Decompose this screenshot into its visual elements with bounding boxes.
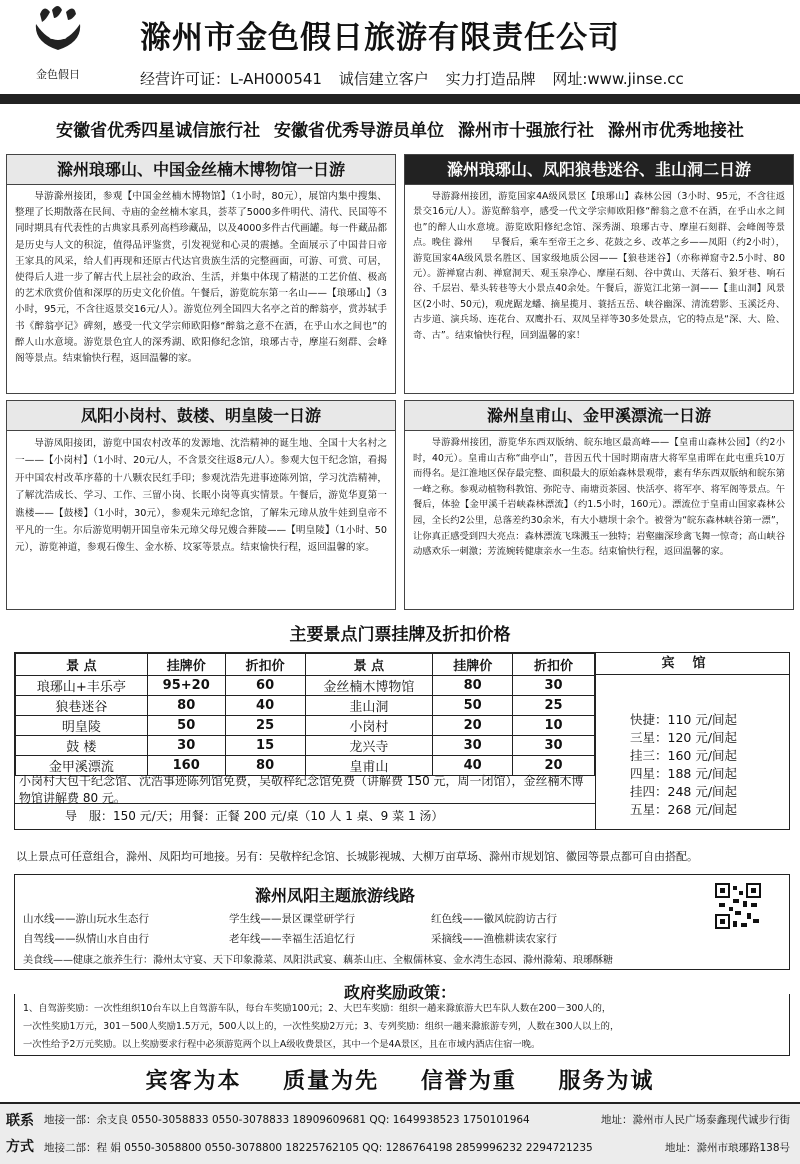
- cell: 25: [513, 696, 595, 716]
- cell: 80: [147, 696, 225, 716]
- tour-description: 导游滁州接团，游览华东西双版纳、皖东地区最高峰——【皇甫山森林公园】（约2小时，40元）。皇甫山古称“曲亭山”，昔因五代十国时期南唐大将军皇甫晖在此屯重兵10万而得名。是江淮地区保存最完整、面积最大的原始森林景观带，素有华东西双版纳和皖东第一峰之称。参观动植物科教馆、弥陀寺、南塘贡茶园、快活亭、将军亭、将军阁等景点。午餐后，体验【金甲溪千岩峡森林漂流】（约1.5小时，160元）。漂流位于皇甫山国家森林公园，全长约2公里，总落差约30余米，有大小塘坝十余个。被誉为“皖东森林峡谷第一漂”，让你真正感受到四大亮点：森林漂流飞珠溅玉一独特；岩壑幽深珍禽飞舞一惊奇；高山峡谷动感欢乐一刺激；芳流婉转健康亲水一生态。结束愉快行程，返回温馨的家。: [413, 437, 785, 558]
- tour-card-huangfu: [404, 400, 794, 610]
- contact-phones: 地接一部：余支良 0550-3058833 0550-3078833 18909609681 QQ: 1649938523 1750101964: [44, 1114, 530, 1126]
- policy-line: 一次性给予2万元奖励。以上奖励要求行程中必须游览两个以上A级收费景区，其中一个是4A景区，且在市域内酒店住宿一晚。: [23, 1039, 541, 1050]
- cell: 鼓 楼: [16, 736, 148, 756]
- hotel-list: [596, 675, 789, 819]
- cell: 10: [513, 716, 595, 736]
- cell: 20: [433, 716, 513, 736]
- table-header-row: [16, 654, 595, 676]
- hotel-item: 挂三：160 元/间起: [630, 748, 738, 763]
- slogan: 质量为先: [283, 1068, 380, 1094]
- hotel-item: 五星：268 元/间起: [630, 802, 738, 817]
- honor-item: 安徽省优秀四星诚信旅行社: [56, 121, 261, 141]
- tour-description: 导游滁州接团，游览国家4A级风景区【琅琊山】森林公园（3小时、95元，不含往返景交16元/人）。游览醉翁亭，感受一代文学宗师欧阳修“醉翁之意不在酒，在乎山水之间也”的醉人山水意境。游览欧阳修纪念馆、深秀湖、琅琊古寺、摩崖石刻群、会峰阁等景点。晚住 滁州 早餐后，乘车至帝王之乡、花鼓之乡、改革之乡——凤阳（约2小时），游览国家4A级风景名胜区、国家级地质公园——【狼巷迷谷】（亦称禅窟寺2.5小时、80元）。游禅窟古刹、禅窟洞天、观玉泉净心、摩崖石刻、谷中黄山、天落石、狼牙巷、响石谷、千层岩、晕头转巷等大小景点40余处。午餐后，游览江北第一洞——【韭山洞】风景区(2小时、50元)，观虎踞龙蟠、摘星揽月、蓑括五岳、峡谷幽深、清流碧影、玉溪泛舟、古步道、演兵场、连花台、双鹰扑石、双凤呈祥等30多处景点，它的特点是“深、大、险、奇、古”。结束愉快行程，回到温馨的家！: [413, 191, 785, 341]
- hotel-item: 四星：188 元/间起: [630, 766, 738, 781]
- tour-title: 滁州琅琊山、凤阳狼巷迷谷、韭山洞二日游: [405, 155, 793, 185]
- tour-description: 导游滁州接团，参观【中国金丝楠木博物馆】（1小时，80元），展馆内集中搜集、整理了长期散落在民间、寺庙的金丝楠木家具，荟萃了5000多件明代、清代、民国等不同时期具有代表性的古典家具系列高档珍藏品，以及4000多件古代画罐。每一件藏品都是历史与人文的积淀，值得品评鉴赏，引发视觉和心灵的震撼。全面展示了中国昔日帝王家具的风采，给人们再现和还原古代达官贵族生活的完整画面，可游、可赏、可居，使得后人进一步了解古代上层社会的政治、生活，并集中体现了精湛的工艺价值、极高的艺术欣赏价值和深厚的历史文化价值。午餐后，游览皖东第一名山——【琅琊山】（3小时，95元，不含往返景交16元/人）。游览位列全国四大名亭之首的醉翁亭，赏苏轼手书《醉翁亭记》碑刻，感受一代文学宗师欧阳修“醉翁之意不在酒，在乎山水之间也”的醉人山水意境。游览景色宜人的深秀湖、欧阳修纪念馆，琅琊古寺，摩崖石刻群、会峰阁等景点。结束愉快行程，返回温馨的家。: [15, 191, 387, 365]
- ticket-section-title: 主要景点门票挂牌及折扣价格: [289, 625, 511, 645]
- honors-line: [0, 116, 800, 141]
- cell: 20: [513, 756, 595, 776]
- table-row: [16, 716, 595, 736]
- cell: 80: [433, 676, 513, 696]
- column-header: 挂牌价: [433, 654, 513, 676]
- hotel-item: 挂四：248 元/间起: [630, 784, 738, 799]
- license-number: 经营许可证：L-AH000541: [140, 70, 322, 88]
- cell: 明皇陵: [16, 716, 148, 736]
- tour-title: 滁州琅琊山、中国金丝楠木博物馆一日游: [7, 155, 395, 185]
- cell: 160: [147, 756, 225, 776]
- cell: 狼巷迷谷: [16, 696, 148, 716]
- contact-address: 地址：滁州市琅琊路138号: [664, 1142, 790, 1154]
- tour-card-langya-fengyang: [404, 154, 794, 394]
- policy-line: 1、自驾游奖励：一次性组织10台车以上自驾游车队，每台车奖励100元；2、大巴车奖励：组织一趟来滁旅游大巴车队人数在200－300人的，: [23, 1003, 612, 1014]
- company-logo: [8, 6, 108, 90]
- slogan: 宾客为本: [145, 1068, 242, 1094]
- golden-holiday-logo-icon: [30, 6, 86, 52]
- cell: 30: [513, 676, 595, 696]
- hotel-item: 三星：120 元/间起: [630, 730, 738, 745]
- table-row: [16, 736, 595, 756]
- food-route: 美食线——健康之旅养生行：滁州太守宴、天下印象滁菜、凤阳洪武宴、藕茶山庄、全椒儒林宴、金水湾生态园、滁州滁菊、琅琊酥糖: [23, 955, 613, 966]
- hotel-header: 宾馆: [596, 653, 789, 675]
- cell: 80: [225, 756, 305, 776]
- honor-item: 滁州市十强旅行社: [457, 121, 594, 141]
- cell: 30: [433, 736, 513, 756]
- slogan: 服务为诚: [558, 1068, 655, 1094]
- table-row: [16, 676, 595, 696]
- route-item: 学生线——景区课堂研学行: [229, 913, 355, 925]
- cell: 金甲溪漂流: [16, 756, 148, 776]
- column-header: 景 点: [16, 654, 148, 676]
- route-item: 自驾线——纵情山水自由行: [23, 933, 149, 945]
- tagline-2: 实力打造品牌: [445, 70, 536, 88]
- cell: 韭山洞: [305, 696, 433, 716]
- contact-line-2: [44, 1134, 796, 1162]
- tagline-1: 诚信建立客户: [338, 70, 429, 88]
- cell: 金丝楠木博物馆: [305, 676, 433, 696]
- cell: 50: [147, 716, 225, 736]
- cell: 30: [513, 736, 595, 756]
- theme-routes-panel: [14, 874, 790, 970]
- license-line: [140, 68, 800, 89]
- routes-title: 滁州凤阳主题旅游线路: [254, 886, 415, 905]
- extra-note: 以上景点可任意组合，滁州、凤阳均可地接。另有：吴敬梓纪念馆、长城影视城、大柳万亩草场、滁州市规划馆、徽园等景点都可自由搭配。: [16, 850, 698, 863]
- cell: 龙兴寺: [305, 736, 433, 756]
- header-divider: [0, 94, 800, 104]
- table-row: [16, 696, 595, 716]
- contact-address: 地址：滁州市人民广场泰鑫现代诚步行街: [601, 1114, 790, 1126]
- policy-panel: [14, 994, 790, 1056]
- slogan-line: [0, 1064, 800, 1095]
- ticket-note: 小岗村大包干纪念馆、沈浩事迹陈列馆免费，吴敬梓纪念馆免费（讲解费 150 元，周一闭馆），金丝楠木博物馆讲解费 80 元。: [19, 774, 584, 805]
- cell: 皇甫山: [305, 756, 433, 776]
- cell: 琅琊山+丰乐亭: [16, 676, 148, 696]
- cell: 小岗村: [305, 716, 433, 736]
- cell: 25: [225, 716, 305, 736]
- column-header: 折扣价: [225, 654, 305, 676]
- tour-description: 导游凤阳接团，游览中国农村改革的发源地、沈浩精神的诞生地、全国十大名村之一——【小岗村】（1小时、20元/人，不含景交往返8元/人）。参观大包干纪念馆，看揭开中国农村改革序幕的十八颗农民红手印；参观沈浩先进事迹陈列馆，学习沈浩精神，了解沈浩成长、学习、工作、三留小岗、长眠小岗等真实情景。午餐后，游览华夏第一谯楼——【鼓楼】（1小时，30元），参观朱元璋纪念馆，了解朱元璋从放牛娃到皇帝不平凡的一生。尔后游览明朝开国皇帝朱元璋父母兄嫂合葬陵——【明皇陵】（1小时、50元），游览神道，参观石像生、金水桥、坟冢等景点。结束愉快行程，返回温馨的家。: [15, 438, 387, 554]
- cell: 60: [225, 676, 305, 696]
- hotel-item: 快捷：110 元/间起: [630, 712, 738, 727]
- route-item: 红色线——徽风皖韵访古行: [431, 913, 557, 925]
- policy-line: 一次性奖励1万元，301－500人奖励1.5万元，500人以上的，一次性奖励2万元；3、专列奖励：组织一趟来滁旅游专列，人数在300人以上的，: [23, 1021, 620, 1032]
- contact-line-1: [44, 1106, 796, 1134]
- contact-footer: [0, 1102, 800, 1164]
- contact-phones: 地接二部：程 娟 0550-3058800 0550-3078800 18225762105 QQ: 1286764198 2859996232 2294721235: [44, 1142, 593, 1154]
- column-header: 折扣价: [513, 654, 595, 676]
- tour-card-langya-museum: [6, 154, 396, 394]
- ticket-price-panel: [14, 652, 790, 830]
- tour-title: 滁州皇甫山、金甲溪漂流一日游: [405, 401, 793, 431]
- column-header: 挂牌价: [147, 654, 225, 676]
- cell: 95+20: [147, 676, 225, 696]
- cell: 30: [147, 736, 225, 756]
- honor-item: 滁州市优秀地接社: [607, 121, 744, 141]
- cell: 15: [225, 736, 305, 756]
- tour-title: 凤阳小岗村、鼓楼、明皇陵一日游: [7, 401, 395, 431]
- column-header: 景 点: [305, 654, 433, 676]
- route-item: 老年线——幸福生活追忆行: [229, 933, 355, 945]
- hotel-price-panel: [595, 653, 789, 829]
- slogan: 信誉为重: [420, 1068, 517, 1094]
- contact-label: 联系方式: [6, 1113, 34, 1155]
- tour-card-xiaogang: [6, 400, 396, 610]
- guide-meal-prices: 导 服：150 元/天；用餐：正餐 200 元/桌（10 人 1 桌、9 菜 1 汤）: [15, 803, 595, 828]
- policy-title: 政府奖励政策：: [343, 983, 456, 1002]
- logo-caption: 金色假日: [36, 68, 80, 81]
- route-item: 采摘线——渔樵耕读农家行: [431, 933, 557, 945]
- route-item: 山水线——游山玩水生态行: [23, 913, 149, 925]
- website-link[interactable]: 网址:www.jinse.cc: [552, 70, 684, 88]
- cell: 40: [225, 696, 305, 716]
- cell: 40: [433, 756, 513, 776]
- honor-item: 安徽省优秀导游员单位: [274, 121, 445, 141]
- ticket-table: [15, 653, 595, 776]
- cell: 50: [433, 696, 513, 716]
- qr-code-icon[interactable]: [715, 883, 761, 929]
- company-title: 滁州市金色假日旅游有限责任公司: [140, 20, 620, 56]
